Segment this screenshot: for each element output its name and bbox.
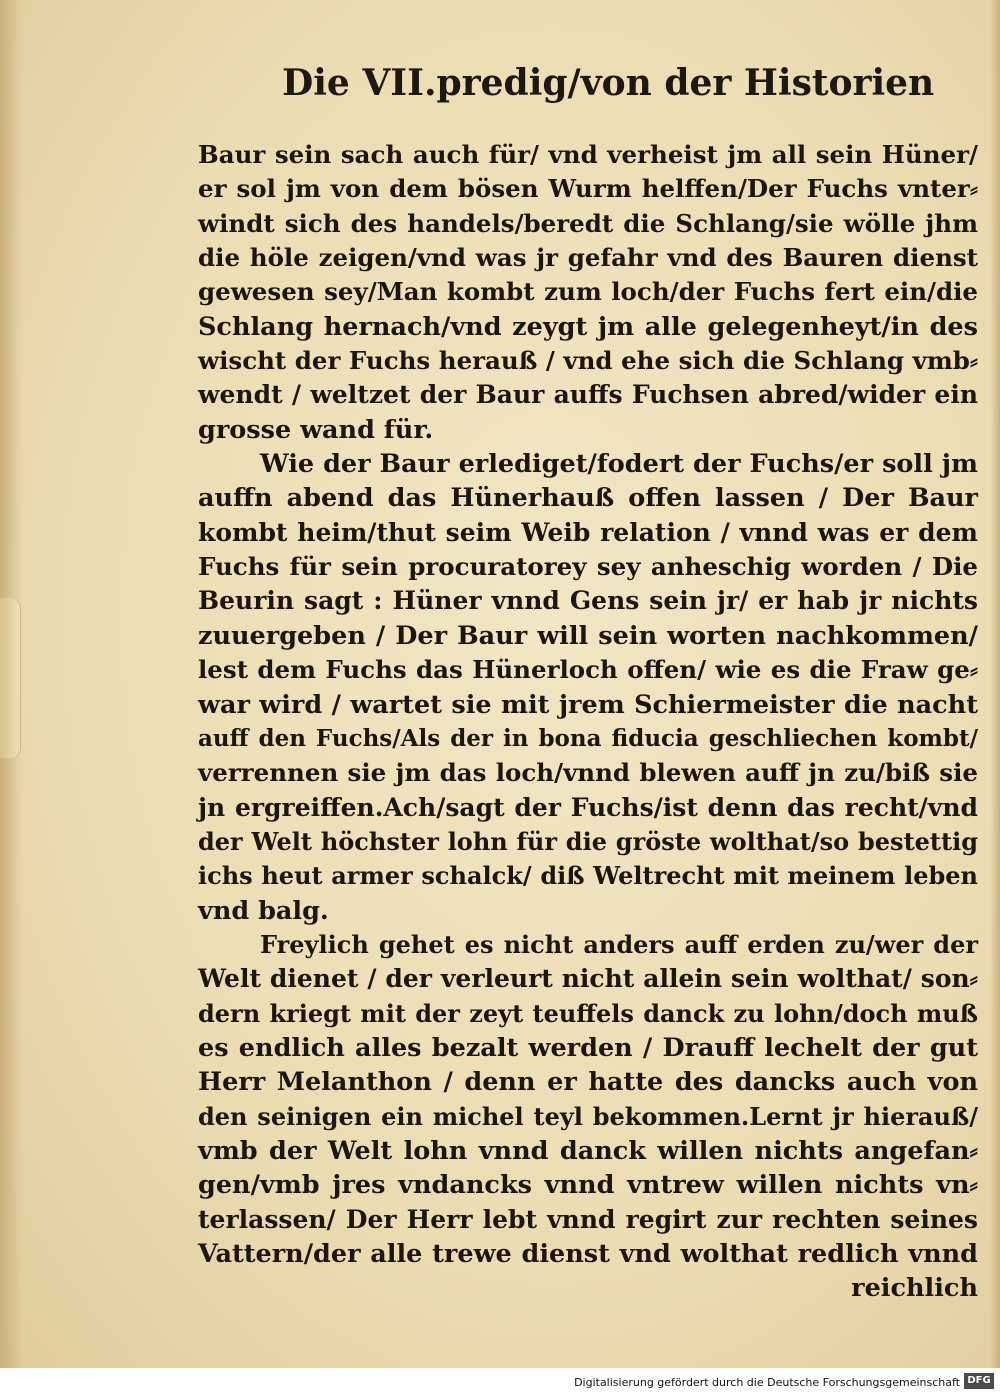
text-line: Freylich gehet es nicht anders auff erden zu/wer der [260,929,978,959]
dfg-logo: DFG [964,1373,994,1389]
text-line: die höle zeigen/vnd was jr gefahr vnd des Bauren dienst [198,243,978,273]
text-line: kombt heim/thut seim Weib relation / vnnd was er dem [198,517,978,547]
text-line: gen/vmb jres vndancks vnnd vntrew willen nichts vn⸗ [198,1170,978,1201]
text-line: ichs heut armer schalck/ diß Weltrecht mit meinem leben [198,861,978,891]
digitization-footer [0,1368,1000,1394]
text-line: zuuergeben / Der Baur will sein worten nachkommen/ [198,620,978,651]
text-line: jn ergreiffen.Ach/sagt der Fuchs/ist denn das recht/vnd [198,792,978,822]
page-tab-edge [0,598,21,758]
text-line: Beurin sagt : Hüner vnnd Gens sein jr/ er hab jr nichts [198,586,978,616]
text-line: Wie der Baur erlediget/fodert der Fuchs/er soll jm [260,449,978,480]
footer-credit: Digitalisierung gefördert durch die Deutsche Forschungsgemeinschaft [574,1376,960,1389]
text-line: reichlich [851,1273,978,1304]
text-line: Baur sein sach auch für/ vnd verheist jm all sein Hüner/ [198,140,978,169]
text-line: wischt der Fuchs herauß / vnd ehe sich die Schlang vmb⸗ [198,346,979,376]
text-line: Herr Melanthon / denn er hatte des dancks auch von [198,1067,978,1098]
text-line: der Welt höchster lohn für die gröste wolthat/so bestettig [198,826,978,856]
text-line: vnd balg. [198,895,329,926]
running-head: Die VII.predig/von der Historien [282,62,935,104]
text-line: er sol jm von dem bösen Wurm helffen/Der Fuchs vnter⸗ [198,174,978,204]
text-line: Schlang hernach/vnd zeygt jm alle gelegenheyt/in des [198,311,978,342]
text-line: verrennen sie jm das loch/vnnd blewen auff jn zu/biß sie [198,758,978,788]
text-line: Welt dienet / der verleurt nicht allein sein wolthat/ son⸗ [198,964,978,994]
text-line: war wird / wartet sie mit jrem Schiermeister die nacht [198,689,978,720]
text-line: es endlich alles bezalt werden / Drauff lechelt der gut [198,1032,978,1063]
text-line: wendt / weltzet der Baur auffs Fuchsen abred/wider ein [198,380,978,410]
text-line: terlassen/ Der Herr lebt vnnd regirt zur rechten seines [198,1204,978,1234]
text-line: Vattern/der alle trewe dienst vnd wolthat redlich vnnd [198,1239,978,1269]
text-line: auffn abend das Hünerhauß offen lassen / Der Baur [198,483,978,514]
text-line: dern kriegt mit der zeyt teuffels danck zu lohn/doch muß [198,998,978,1028]
page-edge-shadow [990,0,1000,1368]
text-block [198,138,978,1306]
text-line: gewesen sey/Man kombt zum loch/der Fuchs fert ein/die [198,277,978,307]
text-line: lest dem Fuchs das Hünerloch offen/ wie es die Fraw ge⸗ [198,655,978,685]
text-line: Fuchs für sein procuratorey sey anheschig worden / Die [198,552,978,582]
text-line: auff den Fuchs/Als der in bona fiducia geschliechen kombt/ [198,724,978,752]
text-line: grosse wand für. [198,414,434,445]
text-line: windt sich des handels/beredt die Schlang/sie wölle jhm [198,208,978,238]
text-line: den seinigen ein michel teyl bekommen.Lernt jr hierauß/ [198,1101,978,1131]
text-line: vmb der Welt lohn vnnd danck willen nichts angefan⸗ [198,1135,978,1166]
